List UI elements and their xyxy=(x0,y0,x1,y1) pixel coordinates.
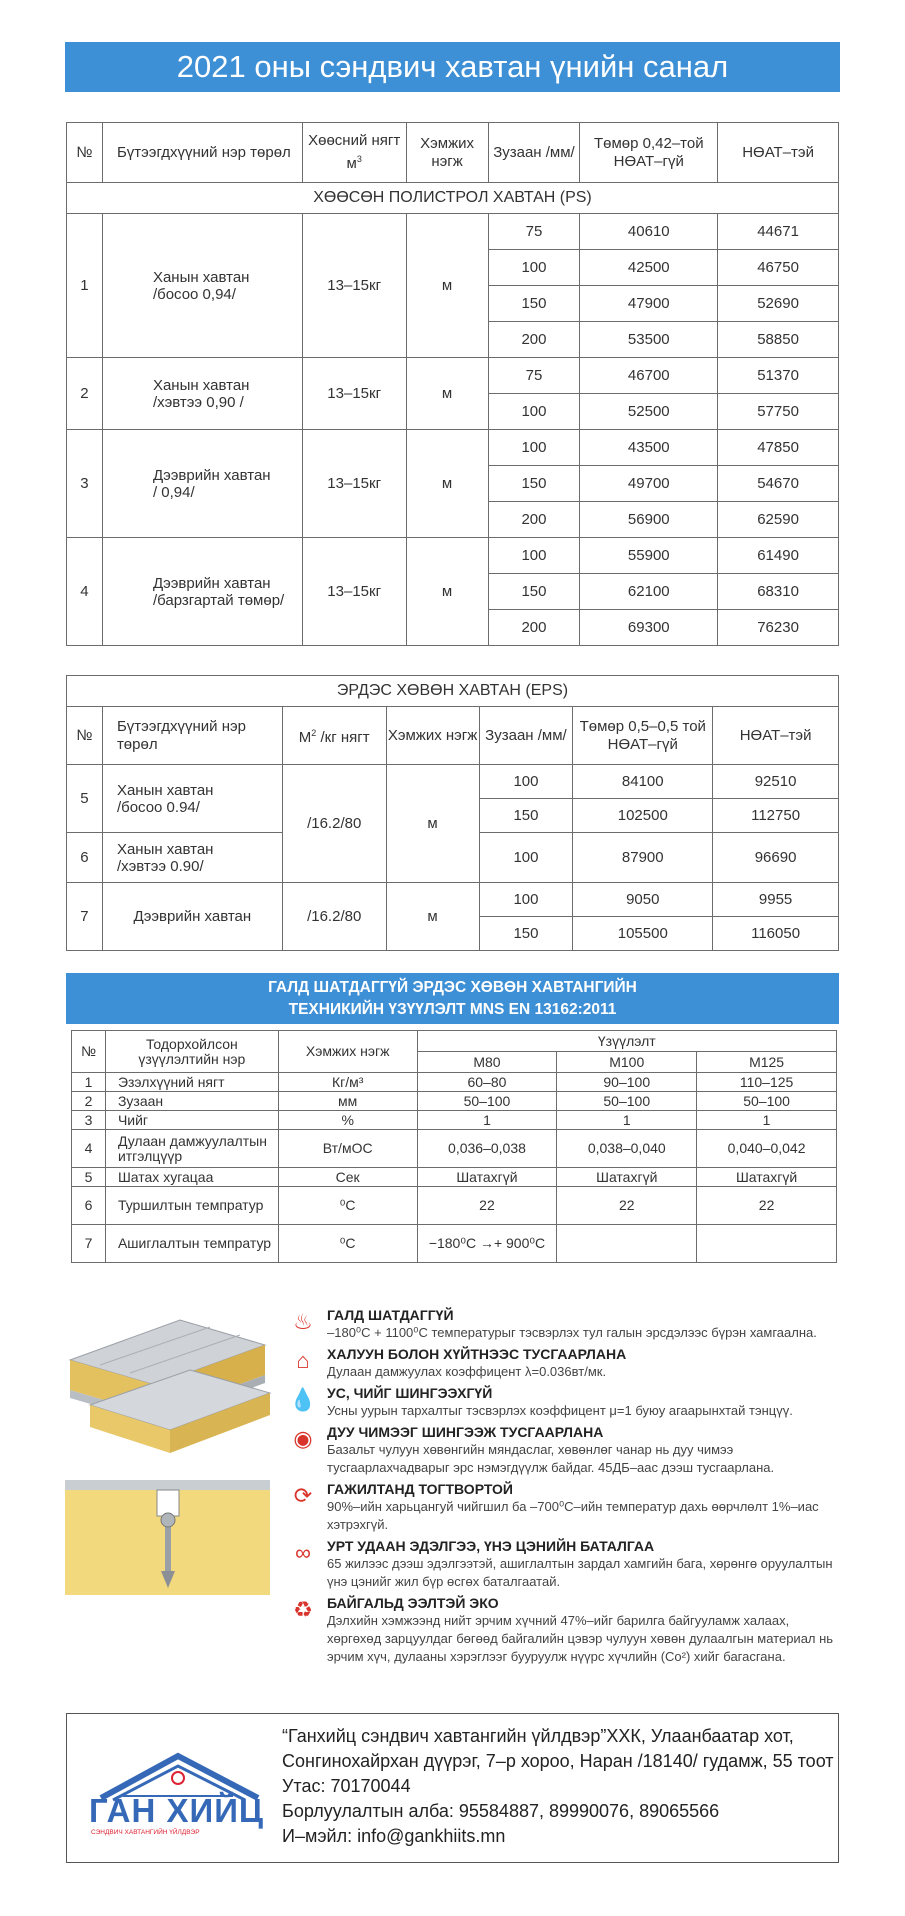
cell-price-vat: 47850 xyxy=(718,430,839,466)
row-name xyxy=(102,430,302,538)
col-no: № xyxy=(67,123,103,183)
tech-spec-table xyxy=(71,1030,837,1263)
table-row xyxy=(67,538,839,574)
cell-price-novat: 49700 xyxy=(580,466,718,502)
cell-price-vat: 44671 xyxy=(718,214,839,250)
cell-price-novat: 102500 xyxy=(573,799,713,833)
cell-thickness: 100 xyxy=(479,833,573,883)
row-no: 5 xyxy=(67,765,103,833)
col-unit: Хэмжих нэгж xyxy=(386,707,479,765)
section-title: ХӨӨСӨН ПОЛИСТРОЛ ХАВТАН (PS) xyxy=(67,183,839,214)
cell-value: 1 xyxy=(417,1111,557,1130)
row-no: 6 xyxy=(72,1187,106,1225)
cell-price-novat: 52500 xyxy=(580,394,718,430)
col-name: Бүтээгдхүүний нэр төрөл xyxy=(102,707,282,765)
row-no: 5 xyxy=(72,1168,106,1187)
cell-value: 50–100 xyxy=(697,1092,837,1111)
cell-value: 22 xyxy=(417,1187,557,1225)
cell-price-vat: 51370 xyxy=(718,358,839,394)
cell-price-novat: 42500 xyxy=(580,250,718,286)
row-name: Ханын хавтан /босоо 0.94/ xyxy=(102,765,282,833)
cell-thickness: 75 xyxy=(488,358,580,394)
row-name-sub: /хэвтээ 0,90 / xyxy=(152,393,244,411)
feature-title: УС, ЧИЙГ ШИНГЭЭХГҮЙ xyxy=(327,1385,493,1401)
cell-thickness: 150 xyxy=(488,286,580,322)
cell-price-novat: 53500 xyxy=(580,322,718,358)
row-density: /16.2/80 xyxy=(282,765,386,883)
row-name xyxy=(102,358,302,430)
cell-price-novat: 69300 xyxy=(580,610,718,646)
feature-text: 90%–ийн харьцангуй чийгшил ба –700⁰С–ийн температур дахь өөрчлөлт 1%–иас хэтрэхгүй. xyxy=(327,1499,819,1532)
table-row xyxy=(72,1225,837,1263)
feature-item xyxy=(285,1306,845,1342)
row-unit: м xyxy=(406,430,488,538)
row-no: 3 xyxy=(67,430,103,538)
feature-text: 65 жилээс дээш эдэлгээтэй, ашиглалтын зардал хамгийн бага, хөрөнгө оруулалтын үнэ цэнийг жил бүр өсгөх баталгаатай. xyxy=(327,1556,833,1589)
row-density: 13–15кг xyxy=(302,214,406,358)
cell-thickness: 100 xyxy=(479,883,573,917)
col-unit: Хэмжих нэгж xyxy=(278,1031,417,1073)
cell-price-novat: 40610 xyxy=(580,214,718,250)
cell-thickness: 75 xyxy=(488,214,580,250)
cell-price-novat: 84100 xyxy=(573,765,713,799)
section-title: ЭРДЭС ХӨВӨН ХАВТАН (EPS) xyxy=(67,676,839,707)
cell-price-vat: 92510 xyxy=(713,765,839,799)
cell-thickness: 100 xyxy=(479,765,573,799)
feature-title: ГАЛД ШАТДАГГҮЙ xyxy=(327,1307,454,1323)
cell-thickness: 150 xyxy=(479,799,573,833)
feature-text: –180⁰С + 1100⁰С температурыг тэсвэрлэх тул галын эрсдэлээс бүрэн хамгаална. xyxy=(327,1325,817,1340)
cell-price-novat: 46700 xyxy=(580,358,718,394)
feature-text: Дэлхийн хэмжээнд нийт эрчим хүчний 47%–ийг барилга байгууламж халаах, хөргөхөд зарцуулдаг бөгөөд байгалийн цэвэр чулуун хөвөн дулаалгын материал нь эрчим хүч, дулааны хэрэглээг бууруулж нүүрс хүчлийн (Со²) хийг багасгана. xyxy=(327,1613,834,1664)
cell-price-vat: 96690 xyxy=(713,833,839,883)
cell-value: 0,038–0,040 xyxy=(557,1130,697,1168)
col-grade: M80 xyxy=(417,1052,557,1073)
cell-thickness: 200 xyxy=(488,610,580,646)
cell-value xyxy=(557,1225,697,1263)
row-no: 1 xyxy=(72,1073,106,1092)
col-price-vat: НӨАТ–тэй xyxy=(718,123,839,183)
email: И–мэйл: info@gankhiits.mn xyxy=(282,1826,506,1846)
row-no: 3 xyxy=(72,1111,106,1130)
cell-price-novat: 87900 xyxy=(573,833,713,883)
cell-price-vat: 61490 xyxy=(718,538,839,574)
row-unit: Сек xyxy=(278,1168,417,1187)
cell-price-novat: 43500 xyxy=(580,430,718,466)
col-price-vat: НӨАТ–тэй xyxy=(713,707,839,765)
cell-value: 1 xyxy=(557,1111,697,1130)
row-unit: % xyxy=(278,1111,417,1130)
col-name: Тодорхойлсон үзүүлэлтийн нэр xyxy=(105,1031,278,1073)
feature-item xyxy=(285,1384,845,1420)
table-row xyxy=(67,214,839,250)
cell-value: 22 xyxy=(557,1187,697,1225)
table-row xyxy=(67,358,839,394)
row-unit: м xyxy=(386,765,479,883)
sales-phone: Борлуулалтын алба: 95584887, 89990076, 89065566 xyxy=(282,1801,720,1821)
cell-value: −180⁰С →+ 900⁰С xyxy=(417,1225,557,1263)
phone: Утас: 70170044 xyxy=(282,1776,411,1796)
row-name: Туршилтын темпратур xyxy=(105,1187,278,1225)
address-line: “Ганхийц сэндвич хавтангийн үйлдвэр”ХХК, Улаанбаатар хот, xyxy=(282,1726,794,1746)
row-name xyxy=(102,214,302,358)
cell-price-vat: 46750 xyxy=(718,250,839,286)
cell-price-vat: 62590 xyxy=(718,502,839,538)
col-thickness: Зузаан /мм/ xyxy=(488,123,580,183)
row-density: 13–15кг xyxy=(302,430,406,538)
row-unit: ⁰С xyxy=(278,1187,417,1225)
row-no: 4 xyxy=(72,1130,106,1168)
col-density: $М^2$ /кг нягт xyxy=(282,707,386,765)
table-row xyxy=(67,430,839,466)
row-no: 1 xyxy=(67,214,103,358)
cell-price-vat: 116050 xyxy=(713,917,839,951)
cell-price-vat: 76230 xyxy=(718,610,839,646)
address-line: Сонгинохайрхан дүүрэг, 7–р хороо, Наран /18140/ гудамж, 55 тоот xyxy=(282,1751,834,1771)
table-row xyxy=(72,1092,837,1111)
row-no: 2 xyxy=(67,358,103,430)
row-name: Ашиглалтын темпратур xyxy=(105,1225,278,1263)
row-unit: м xyxy=(406,214,488,358)
feature-item xyxy=(285,1594,845,1666)
feature-title: ХАЛУУН БОЛОН ХҮЙТНЭЭС ТУСГААРЛАНА xyxy=(327,1346,627,1362)
row-name-sub: /босоо 0,94/ xyxy=(152,285,236,303)
cell-price-vat: 58850 xyxy=(718,322,839,358)
cell-thickness: 150 xyxy=(488,574,580,610)
cell-thickness: 150 xyxy=(488,466,580,502)
droplet-icon: 💧 xyxy=(289,1387,317,1412)
row-unit: Вт/мОС xyxy=(278,1130,417,1168)
cell-thickness: 200 xyxy=(488,322,580,358)
row-no: 7 xyxy=(72,1225,106,1263)
logo-text: ГАН ХИЙЦ xyxy=(89,1792,265,1829)
cell-price-vat: 57750 xyxy=(718,394,839,430)
table-row xyxy=(72,1073,837,1092)
row-unit: Кг/м³ xyxy=(278,1073,417,1092)
row-name xyxy=(102,538,302,646)
cell-thickness: 100 xyxy=(488,538,580,574)
table-row xyxy=(72,1111,837,1130)
cell-value xyxy=(697,1225,837,1263)
table-row xyxy=(72,1168,837,1187)
panel-joint-illustration xyxy=(65,1480,270,1595)
row-name-main: Дээврийн хавтан xyxy=(152,466,271,484)
row-unit: м xyxy=(406,358,488,430)
col-group: Үзүүлэлт xyxy=(417,1031,836,1052)
feature-title: ГАЖИЛТАНД ТОГТВОРТОЙ xyxy=(327,1481,513,1497)
row-name: Чийг xyxy=(105,1111,278,1130)
feature-item xyxy=(285,1480,845,1534)
row-unit: ⁰С xyxy=(278,1225,417,1263)
row-name: Шатах хугацаа xyxy=(105,1168,278,1187)
cell-thickness: 100 xyxy=(488,430,580,466)
row-name-sub: /барзгартай төмөр/ xyxy=(152,591,285,609)
row-no: 7 xyxy=(67,883,103,951)
eps-price-table xyxy=(66,675,839,951)
row-unit: мм xyxy=(278,1092,417,1111)
cell-value: 60–80 xyxy=(417,1073,557,1092)
col-grade: M100 xyxy=(557,1052,697,1073)
col-grade: M125 xyxy=(697,1052,837,1073)
cell-value: 1 xyxy=(697,1111,837,1130)
cell-value: 110–125 xyxy=(697,1073,837,1092)
col-no: № xyxy=(72,1031,106,1073)
cell-thickness: 150 xyxy=(479,917,573,951)
row-density: 13–15кг xyxy=(302,538,406,646)
house-icon: ⌂ xyxy=(296,1348,310,1373)
stability-icon: ⟳ xyxy=(293,1483,313,1508)
table-row xyxy=(72,1130,837,1168)
feature-title: УРТ УДААН ЭДЭЛГЭЭ, ҮНЭ ЦЭНИЙН БАТАЛГАА xyxy=(327,1538,655,1554)
row-unit: м xyxy=(406,538,488,646)
row-density: /16.2/80 xyxy=(282,883,386,951)
row-no: 6 xyxy=(67,833,103,883)
row-name-main: Ханын хавтан xyxy=(152,376,250,394)
contact-info xyxy=(282,1724,834,1849)
cell-price-novat: 105500 xyxy=(573,917,713,951)
row-name: Зузаан xyxy=(105,1092,278,1111)
col-name: Бүтээгдхүүний нэр төрөл xyxy=(102,123,302,183)
cell-thickness: 100 xyxy=(488,250,580,286)
row-name: Дулаан дамжуулалтын итгэлцүүр xyxy=(105,1130,278,1168)
col-no: № xyxy=(67,707,103,765)
row-no: 2 xyxy=(72,1092,106,1111)
cell-thickness: 200 xyxy=(488,502,580,538)
row-name-main: Дээврийн хавтан xyxy=(152,574,271,592)
feature-text: Усны уурын тархалтыг тэсвэрлэх коэффицент μ=1 буюу агаарынхтай тэнцүү. xyxy=(327,1403,793,1418)
sandwich-panel-illustration xyxy=(60,1305,275,1460)
col-price-novat: Төмөр 0,5–0,5 той НӨАТ–гүй xyxy=(573,707,713,765)
feature-item xyxy=(285,1537,845,1591)
fire-icon: ♨ xyxy=(293,1309,313,1334)
row-name: Дээврийн хавтан xyxy=(102,883,282,951)
cell-price-vat: 68310 xyxy=(718,574,839,610)
row-name: Эзэлхүүний нягт xyxy=(105,1073,278,1092)
cell-value: 90–100 xyxy=(557,1073,697,1092)
cell-price-novat: 9050 xyxy=(573,883,713,917)
table-row xyxy=(72,1187,837,1225)
row-density: 13–15кг xyxy=(302,358,406,430)
cell-price-novat: 55900 xyxy=(580,538,718,574)
row-name-sub: / 0,94/ xyxy=(152,483,195,501)
feature-text: Дулаан дамжуулах коэффицент λ=0.036вт/мк. xyxy=(327,1364,607,1379)
cell-price-novat: 47900 xyxy=(580,286,718,322)
cell-value: 50–100 xyxy=(557,1092,697,1111)
row-name-main: Ханын хавтан xyxy=(152,268,250,286)
feature-title: ДУУ ЧИМЭЭГ ШИНГЭЭЖ ТУСГААРЛАНА xyxy=(327,1424,604,1440)
ps-price-table xyxy=(66,122,839,646)
cell-price-vat: 52690 xyxy=(718,286,839,322)
col-price-novat: Төмөр 0,42–той НӨАТ–гүй xyxy=(580,123,718,183)
col-density: Хөөсний нягт $м^3$ xyxy=(302,123,406,183)
features-list xyxy=(285,1306,845,1669)
cell-value: Шатахгүй xyxy=(557,1168,697,1187)
row-no: 4 xyxy=(67,538,103,646)
infinity-icon: ∞ xyxy=(295,1540,311,1565)
col-unit: Хэмжих нэгж xyxy=(406,123,488,183)
cell-value: 0,040–0,042 xyxy=(697,1130,837,1168)
eco-icon: ♻ xyxy=(293,1597,313,1622)
cell-price-novat: 62100 xyxy=(580,574,718,610)
sound-icon: ◉ xyxy=(293,1426,313,1451)
footer xyxy=(66,1713,839,1863)
feature-text: Базальт чулуун хөвөнгийн мяндаслаг, хөвөнлөг чанар нь дуу чимээ тусгаарлахчадварыг эрс нэмэгдүүлж байдаг. 45ДБ–аас дээш тусгаарлана. xyxy=(327,1442,775,1475)
row-unit: м xyxy=(386,883,479,951)
cell-price-vat: 54670 xyxy=(718,466,839,502)
row-name: Ханын хавтан /хэвтээ 0.90/ xyxy=(102,833,282,883)
page-title: 2021 оны сэндвич хавтан үнийн санал xyxy=(65,42,840,92)
cell-price-novat: 56900 xyxy=(580,502,718,538)
feature-item xyxy=(285,1345,845,1381)
feature-item xyxy=(285,1423,845,1477)
tech-spec-header: ГАЛД ШАТДАГГҮЙ ЭРДЭС ХӨВӨН ХАВТАНГИЙН ТЕХНИКИЙН ҮЗҮҮЛЭЛТ MNS EN 13162:2011 xyxy=(66,973,839,1024)
feature-title: БАЙГАЛЬД ЭЭЛТЭЙ ЭКО xyxy=(327,1595,499,1611)
cell-value: 50–100 xyxy=(417,1092,557,1111)
cell-value: Шатахгүй xyxy=(417,1168,557,1187)
cell-price-vat: 9955 xyxy=(713,883,839,917)
col-thickness: Зузаан /мм/ xyxy=(479,707,573,765)
logo-subtitle: СЭНДВИЧ ХАВТАНГИЙН ҮЙЛДВЭР xyxy=(91,1829,200,1836)
cell-value: 0,036–0,038 xyxy=(417,1130,557,1168)
cell-value: 22 xyxy=(697,1187,837,1225)
cell-price-vat: 112750 xyxy=(713,799,839,833)
cell-value: Шатахгүй xyxy=(697,1168,837,1187)
cell-thickness: 100 xyxy=(488,394,580,430)
